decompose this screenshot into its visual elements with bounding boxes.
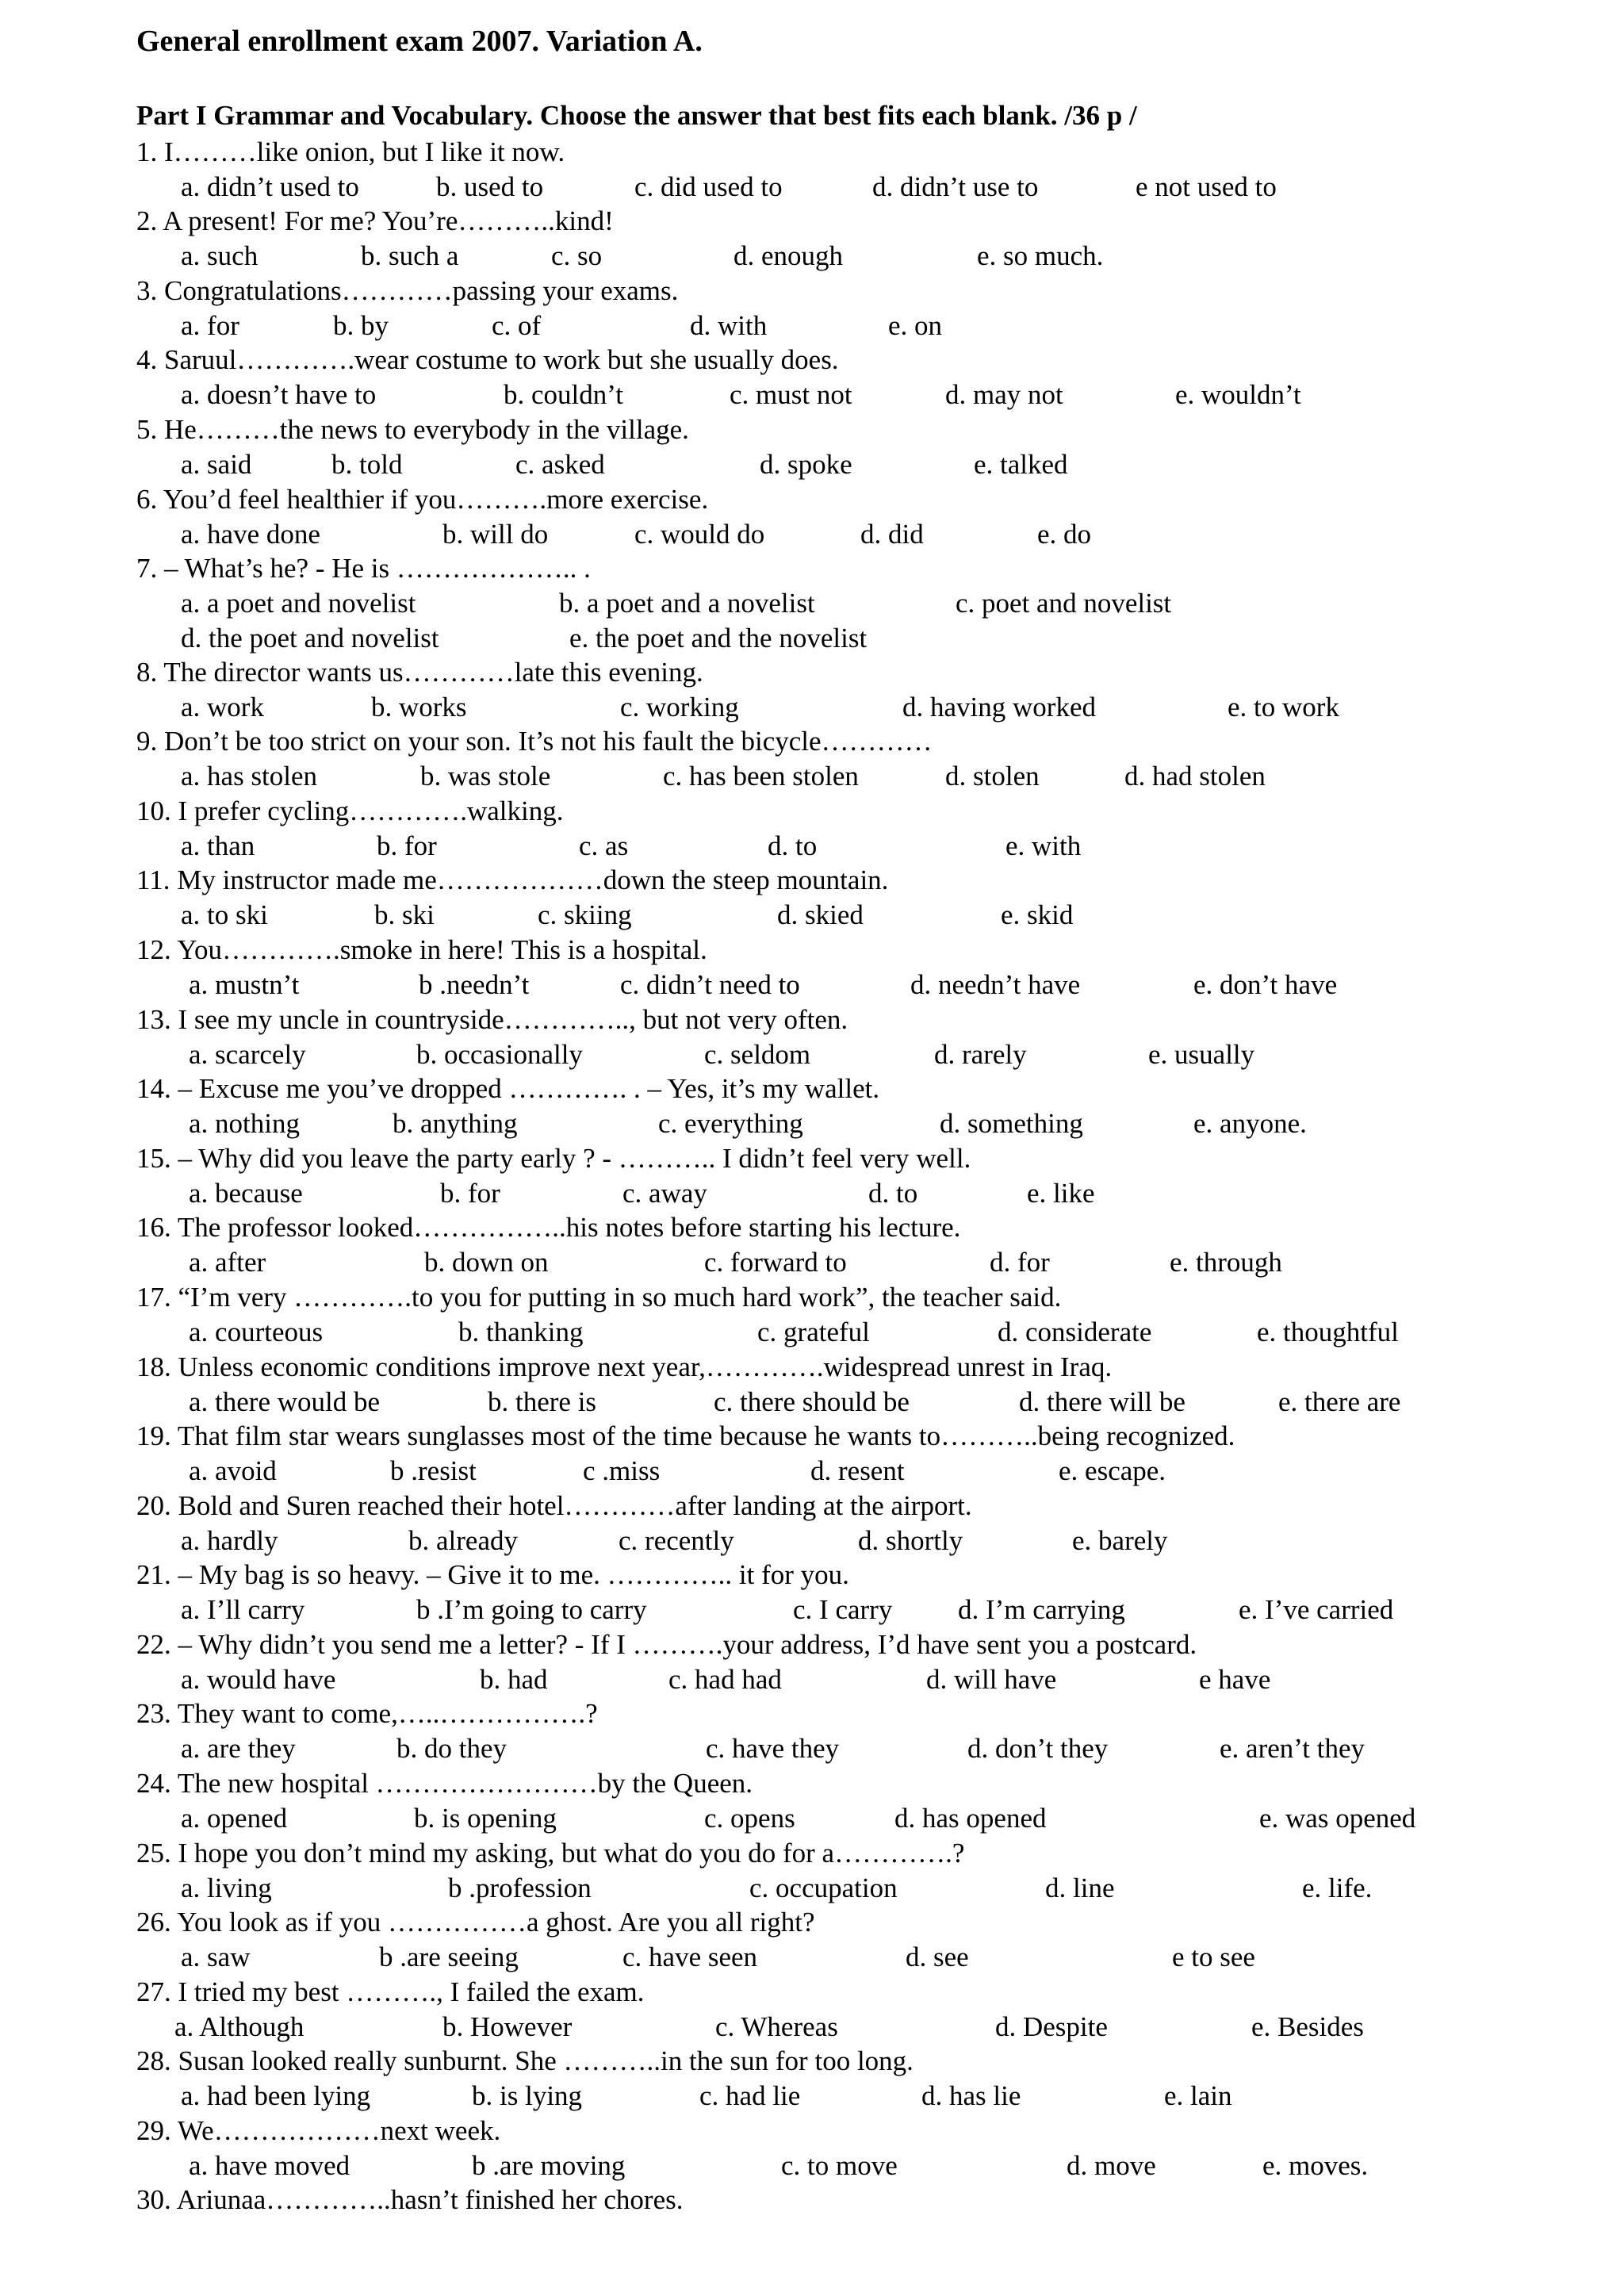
answer-option: b .are moving — [472, 2150, 626, 2181]
answer-option: e. so much. — [977, 240, 1104, 271]
question-stem: 9. Don’t be too strict on your son. It’s not his fault the bicycle………… — [136, 726, 933, 757]
answer-option: b. was stole — [420, 761, 551, 792]
answer-option: d. move — [1067, 2150, 1156, 2181]
answer-options — [0, 517, 1624, 552]
answer-option: a. living — [181, 1872, 272, 1903]
question-stem: 4. Saruul………….wear costume to work but she usually does. — [136, 344, 839, 375]
answer-option: e. to work — [1228, 692, 1339, 723]
answer-option: c. recently — [619, 1525, 734, 1556]
answer-option: d. with — [690, 310, 768, 341]
answer-option: c. must not — [730, 379, 852, 410]
answer-option: c. didn’t need to — [620, 969, 800, 1000]
answer-option: e. thoughtful — [1257, 1317, 1399, 1347]
answer-option: e. wouldn’t — [1175, 379, 1301, 410]
answer-option: b. had — [480, 1664, 548, 1695]
answer-option: c. did used to — [634, 171, 783, 202]
answer-option: d. Despite — [995, 2011, 1108, 2042]
answer-option: c. skiing — [538, 899, 632, 930]
answer-options — [0, 1176, 1624, 1211]
answer-option: d. had stolen — [1124, 761, 1266, 792]
answer-option: a. such — [181, 240, 259, 271]
answer-option: d. line — [1045, 1872, 1115, 1903]
answer-option: b. works — [371, 692, 467, 723]
answer-option: d. don’t they — [967, 1733, 1109, 1764]
answer-option: c. grateful — [757, 1317, 870, 1347]
answer-option: a. mustn’t — [189, 969, 300, 1000]
answer-option: d. considerate — [998, 1317, 1152, 1347]
answer-option: a. opened — [181, 1803, 288, 1834]
answer-option: a. than — [181, 830, 255, 861]
question-stem: 3. Congratulations…………passing your exams. — [136, 275, 679, 306]
answer-option: b. couldn’t — [504, 379, 624, 410]
answer-options — [0, 621, 1624, 656]
answer-options — [0, 1731, 1624, 1766]
question-stem: 29. We………………next week. — [136, 2115, 501, 2146]
answer-option: e. like — [1027, 1178, 1095, 1209]
question-stem: 28. Susan looked really sunburnt. She ………..in the sun for too long. — [136, 2045, 914, 2076]
answer-option: b. a poet and a novelist — [559, 588, 815, 619]
question-stem: 16. The professor looked……………..his notes before starting his lecture. — [136, 1212, 961, 1243]
answer-option: b .profession — [448, 1872, 592, 1903]
question-stem: 22. – Why didn’t you send me a letter? - If I ……….your address, I’d have sent you a postcard. — [136, 1629, 1197, 1660]
answer-option: d. shortly — [858, 1525, 963, 1556]
answer-options — [0, 968, 1624, 1002]
question-stem: 8. The director wants us…………late this evening. — [136, 657, 703, 688]
answer-option: e. with — [1005, 830, 1082, 861]
answer-option: c. everything — [658, 1108, 803, 1139]
answer-option: c. asked — [515, 449, 605, 480]
question-stem: 15. – Why did you leave the party early ? - ……….. I didn’t feel very well. — [136, 1143, 971, 1174]
question-stem: 11. My instructor made me………………down the steep mountain. — [136, 864, 889, 895]
answer-option: a. scarcely — [189, 1039, 306, 1070]
answer-option: b. down on — [424, 1247, 549, 1278]
answer-option: b. already — [408, 1525, 518, 1556]
answer-option: b. thanking — [458, 1317, 584, 1347]
question-stem: 18. Unless economic conditions improve next year,………….widespread unrest in Iraq. — [136, 1351, 1113, 1382]
answer-option: d. something — [940, 1108, 1083, 1139]
answer-option: e not used to — [1136, 171, 1277, 202]
answer-option: e. on — [888, 310, 943, 341]
answer-option: a. Although — [174, 2011, 304, 2042]
question-stem: 6. You’d feel healthier if you……….more exercise. — [136, 484, 709, 515]
answer-options — [0, 1871, 1624, 1906]
answer-option: b. used to — [436, 171, 544, 202]
answer-option: c. as — [579, 830, 629, 861]
answer-option: c. has been stolen — [663, 761, 859, 792]
question-stem: 27. I tried my best ………., I failed the exam. — [136, 1976, 645, 2007]
answer-options — [0, 586, 1624, 621]
answer-options — [0, 1245, 1624, 1280]
answer-option: e to see — [1172, 1941, 1255, 1972]
answer-option: e. aren’t they — [1220, 1733, 1365, 1764]
answer-options — [0, 1662, 1624, 1697]
question-stem: 10. I prefer cycling………….walking. — [136, 795, 564, 826]
answer-option: b. ski — [374, 899, 435, 930]
answer-option: a. after — [189, 1247, 266, 1278]
answer-option: c. there should be — [714, 1386, 910, 1417]
answer-option: b .needn’t — [419, 969, 530, 1000]
answer-option: b. there is — [488, 1386, 597, 1417]
answer-option: a. courteous — [189, 1317, 324, 1347]
answer-options — [0, 170, 1624, 205]
question-stem: 25. I hope you don’t mind my asking, but what do you do for a………….? — [136, 1838, 965, 1869]
answer-options — [0, 1037, 1624, 1072]
answer-option: d. I’m carrying — [958, 1594, 1125, 1625]
answer-options — [0, 829, 1624, 864]
answer-options — [0, 2079, 1624, 2114]
answer-option: c. opens — [704, 1803, 795, 1834]
answer-option: b. by — [333, 310, 389, 341]
answer-option: e. there are — [1278, 1386, 1401, 1417]
answer-option: a. didn’t used to — [181, 171, 359, 202]
page-title: General enrollment exam 2007. Variation A. — [136, 25, 703, 58]
answer-option: a. have moved — [189, 2150, 350, 2181]
answer-option: d. for — [990, 1247, 1050, 1278]
answer-options — [0, 239, 1624, 274]
answer-option: e. through — [1170, 1247, 1282, 1278]
answer-option: a. would have — [181, 1664, 336, 1695]
answer-options — [0, 378, 1624, 412]
answer-option: c. had had — [668, 1664, 782, 1695]
answer-option: b. will do — [442, 519, 549, 550]
question-stem: 12. You………….smoke in here! This is a hospital. — [136, 934, 707, 965]
answer-option: d. to — [768, 830, 818, 861]
answer-options — [0, 759, 1624, 794]
answer-option: d. spoke — [760, 449, 852, 480]
answer-option: b. However — [442, 2011, 573, 2042]
answer-option: e. the poet and the novelist — [569, 623, 868, 654]
answer-option: d. having worked — [902, 692, 1096, 723]
answer-option: a. there would be — [189, 1386, 381, 1417]
question-stem: 23. They want to come,…..…………….? — [136, 1698, 598, 1729]
answer-option: a. I’ll carry — [181, 1594, 305, 1625]
answer-option: c. of — [492, 310, 542, 341]
answer-option: d. rarely — [934, 1039, 1027, 1070]
answer-option: c. away — [622, 1178, 707, 1209]
answer-option: b. told — [331, 449, 403, 480]
answer-option: d. may not — [945, 379, 1063, 410]
answer-option: d. enough — [733, 240, 844, 271]
answer-options — [0, 898, 1624, 933]
answer-options — [0, 1593, 1624, 1627]
question-stem: 7. – What’s he? - He is ……………….. . — [136, 553, 591, 584]
question-stem: 17. “I’m very ………….to you for putting in so much hard work”, the teacher said. — [136, 1282, 1062, 1313]
answer-option: c. have they — [706, 1733, 840, 1764]
answer-option: e. barely — [1072, 1525, 1168, 1556]
answer-option: b. occasionally — [416, 1039, 583, 1070]
question-stem: 19. That film star wears sunglasses most of the time because he wants to………..being recognized. — [136, 1420, 1235, 1451]
answer-option: a. to ski — [181, 899, 268, 930]
answer-option: b. is lying — [472, 2080, 583, 2111]
answer-option: d. there will be — [1019, 1386, 1185, 1417]
answer-option: c. working — [620, 692, 739, 723]
answer-option: e. anyone. — [1193, 1108, 1307, 1139]
answer-option: d. did — [860, 519, 924, 550]
answer-option: d. skied — [777, 899, 864, 930]
answer-option: a. nothing — [189, 1108, 300, 1139]
answer-option: a. doesn’t have to — [181, 379, 377, 410]
answer-option: c. poet and novelist — [956, 588, 1172, 619]
answer-option: e. I’ve carried — [1239, 1594, 1394, 1625]
answer-options — [0, 1385, 1624, 1420]
answer-option: e. don’t have — [1193, 969, 1338, 1000]
answer-option: a. are they — [181, 1733, 296, 1764]
question-stem: 1. I………like onion, but I like it now. — [136, 136, 565, 167]
part-heading: Part I Grammar and Vocabulary. Choose the answer that best fits each blank. /36 p / — [136, 100, 1137, 131]
answer-option: c. Whereas — [715, 2011, 838, 2042]
answer-options — [0, 1315, 1624, 1350]
question-stem: 13. I see my uncle in countryside………….., but not very often. — [136, 1004, 848, 1035]
question-stem: 24. The new hospital ……………………by the Queen. — [136, 1768, 753, 1799]
question-stem: 2. A present! For me? You’re………..kind! — [136, 205, 614, 236]
question-stem: 20. Bold and Suren reached their hotel…………after landing at the airport. — [136, 1490, 972, 1521]
answer-option: d. has opened — [894, 1803, 1047, 1834]
answer-options — [0, 1106, 1624, 1141]
answer-option: a. had been lying — [181, 2080, 371, 2111]
question-stem: 14. – Excuse me you’ve dropped …………. . – Yes, it’s my wallet. — [136, 1073, 880, 1104]
answer-options — [0, 309, 1624, 343]
answer-option: e. was opened — [1259, 1803, 1416, 1834]
answer-option: c. to move — [781, 2150, 898, 2181]
answer-option: a. has stolen — [181, 761, 318, 792]
answer-options — [0, 2010, 1624, 2045]
answer-option: a. saw — [181, 1941, 251, 1972]
answer-option: d. see — [906, 1941, 969, 1972]
answer-option: e. life. — [1302, 1872, 1373, 1903]
answer-options — [0, 690, 1624, 725]
answer-option: c .miss — [583, 1455, 661, 1486]
question-stem: 26. You look as if you ……………a ghost. Are you all right? — [136, 1907, 815, 1938]
answer-option: b. is opening — [414, 1803, 557, 1834]
answer-options — [0, 1454, 1624, 1489]
answer-option: c. seldom — [704, 1039, 811, 1070]
answer-option: b. for — [440, 1178, 500, 1209]
answer-options — [0, 1940, 1624, 1975]
answer-option: d. to — [868, 1178, 918, 1209]
answer-option: d. resent — [810, 1455, 905, 1486]
question-stem: 5. He………the news to everybody in the village. — [136, 414, 689, 445]
answer-option: a. avoid — [189, 1455, 277, 1486]
answer-option: c. occupation — [749, 1872, 898, 1903]
answer-options — [0, 1801, 1624, 1836]
answer-option: a. for — [181, 310, 239, 341]
answer-option: c. so — [551, 240, 603, 271]
answer-option: e. moves. — [1262, 2150, 1369, 2181]
answer-option: d. has lie — [921, 2080, 1021, 2111]
answer-option: b .I’m going to carry — [416, 1594, 647, 1625]
answer-option: b. anything — [393, 1108, 518, 1139]
answer-option: e. skid — [1001, 899, 1074, 930]
answer-option: c. have seen — [622, 1941, 758, 1972]
answer-option: d. the poet and novelist — [181, 623, 439, 654]
answer-option: d. will have — [926, 1664, 1057, 1695]
answer-option: e. escape. — [1059, 1455, 1166, 1486]
answer-option: b .are seeing — [379, 1941, 519, 1972]
answer-option: c. would do — [634, 519, 765, 550]
answer-option: a. a poet and novelist — [181, 588, 416, 619]
answer-options — [0, 2148, 1624, 2183]
answer-option: d. needn’t have — [910, 969, 1081, 1000]
answer-option: e. Besides — [1251, 2011, 1364, 2042]
answer-option: a. have done — [181, 519, 320, 550]
answer-option: b. do they — [396, 1733, 508, 1764]
question-stem: 30. Ariunaa…………..hasn’t finished her chores. — [136, 2184, 684, 2215]
answer-option: a. because — [189, 1178, 303, 1209]
answer-option: a. said — [181, 449, 252, 480]
answer-option: b. such a — [361, 240, 459, 271]
answer-options — [0, 1524, 1624, 1558]
answer-option: a. work — [181, 692, 264, 723]
answer-option: c. had lie — [699, 2080, 801, 2111]
answer-option: e. talked — [974, 449, 1068, 480]
answer-option: e have — [1199, 1664, 1271, 1695]
answer-options — [0, 447, 1624, 482]
answer-option: d. stolen — [945, 761, 1040, 792]
answer-option: b .resist — [390, 1455, 477, 1486]
answer-option: e. do — [1037, 519, 1092, 550]
answer-option: b. for — [377, 830, 437, 861]
answer-option: d. didn’t use to — [872, 171, 1039, 202]
answer-option: e. lain — [1164, 2080, 1232, 2111]
answer-option: a. hardly — [181, 1525, 278, 1556]
answer-option: c. I carry — [793, 1594, 893, 1625]
answer-option: c. forward to — [704, 1247, 847, 1278]
question-stem: 21. – My bag is so heavy. – Give it to me. ………….. it for you. — [136, 1559, 849, 1590]
answer-option: e. usually — [1148, 1039, 1255, 1070]
